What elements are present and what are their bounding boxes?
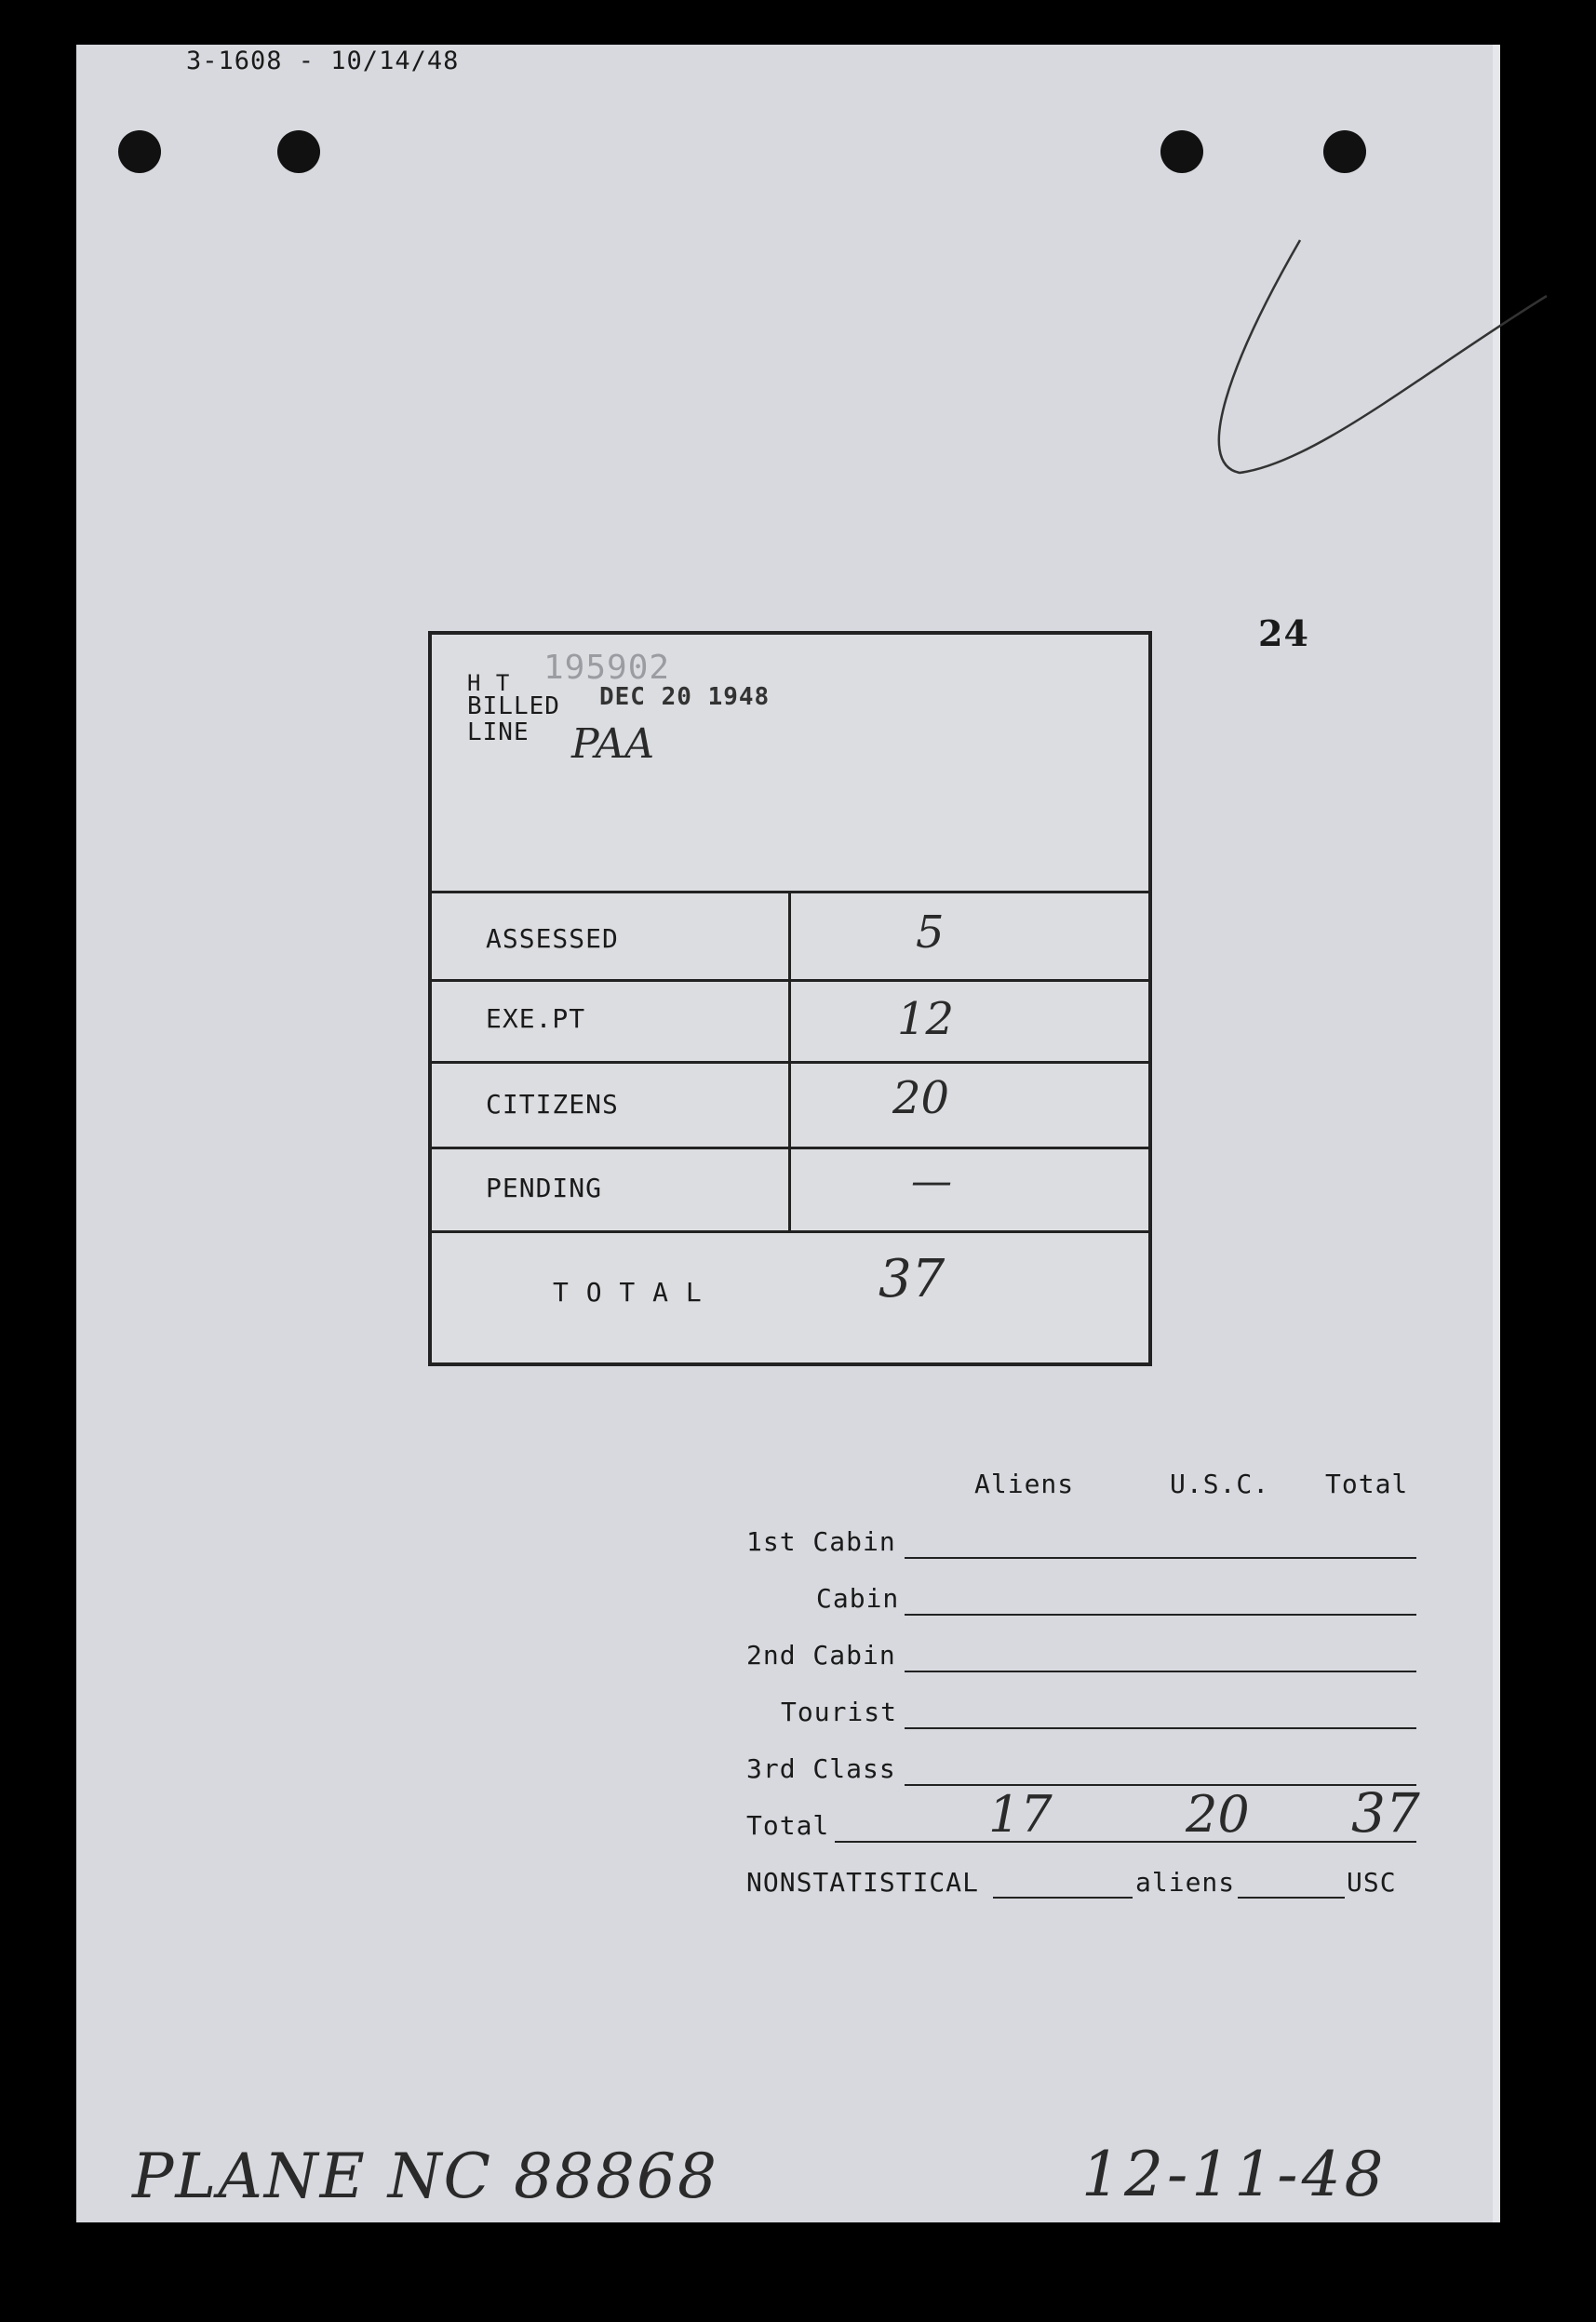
class-row-label: 3rd Class	[746, 1753, 896, 1784]
col-header-total: Total	[1325, 1469, 1409, 1499]
tally-label: PENDING	[486, 1173, 603, 1203]
tally-total-value: 37	[878, 1249, 946, 1309]
col-header-aliens: Aliens	[974, 1469, 1075, 1499]
class-total-aliens: 17	[988, 1785, 1053, 1844]
tally-stamp-box	[428, 631, 1152, 1366]
punch-hole	[118, 130, 161, 173]
tally-value: 20	[892, 1072, 950, 1124]
pencil-mark	[1035, 184, 1556, 538]
tally-total-label: T O T A L	[553, 1277, 703, 1308]
tally-label: ASSESSED	[486, 923, 619, 954]
nonstat-usc-label: USC	[1347, 1867, 1397, 1898]
page-number: 24	[1258, 612, 1309, 654]
col-header-usc: U.S.C.	[1170, 1469, 1270, 1499]
line-label: LINE	[467, 718, 530, 746]
class-row-label: Tourist	[781, 1697, 898, 1727]
class-row-label: Cabin	[816, 1583, 900, 1614]
class-total-label: Total	[746, 1810, 830, 1841]
tally-value: 12	[897, 993, 955, 1045]
nonstat-aliens-label: aliens	[1135, 1867, 1236, 1898]
billed-date: DEC 20 1948	[599, 683, 771, 711]
punch-hole	[1323, 130, 1366, 173]
punch-hole	[1160, 130, 1203, 173]
tally-label: EXE.PT	[486, 1003, 586, 1034]
tally-value: —	[911, 1158, 952, 1205]
tally-label: CITIZENS	[486, 1089, 619, 1120]
punch-hole	[277, 130, 320, 173]
tally-value: 5	[916, 906, 945, 959]
ht-label: H T	[467, 670, 511, 696]
class-row-label: 1st Cabin	[746, 1526, 896, 1557]
class-total-total: 37	[1351, 1781, 1420, 1845]
form-number: 3-1608 - 10/14/48	[186, 47, 460, 75]
nonstat-label: NONSTATISTICAL	[746, 1867, 980, 1898]
class-total-usc: 20	[1186, 1785, 1250, 1844]
class-row-label: 2nd Cabin	[746, 1640, 896, 1671]
stamp-number: 195902	[543, 649, 671, 687]
billed-label: BILLED	[467, 692, 560, 720]
handwritten-date: 12-11-48	[1081, 2139, 1388, 2210]
document-page	[76, 45, 1500, 2222]
plane-id: PLANE NC 88868	[132, 2141, 718, 2212]
line-value: PAA	[571, 720, 655, 768]
